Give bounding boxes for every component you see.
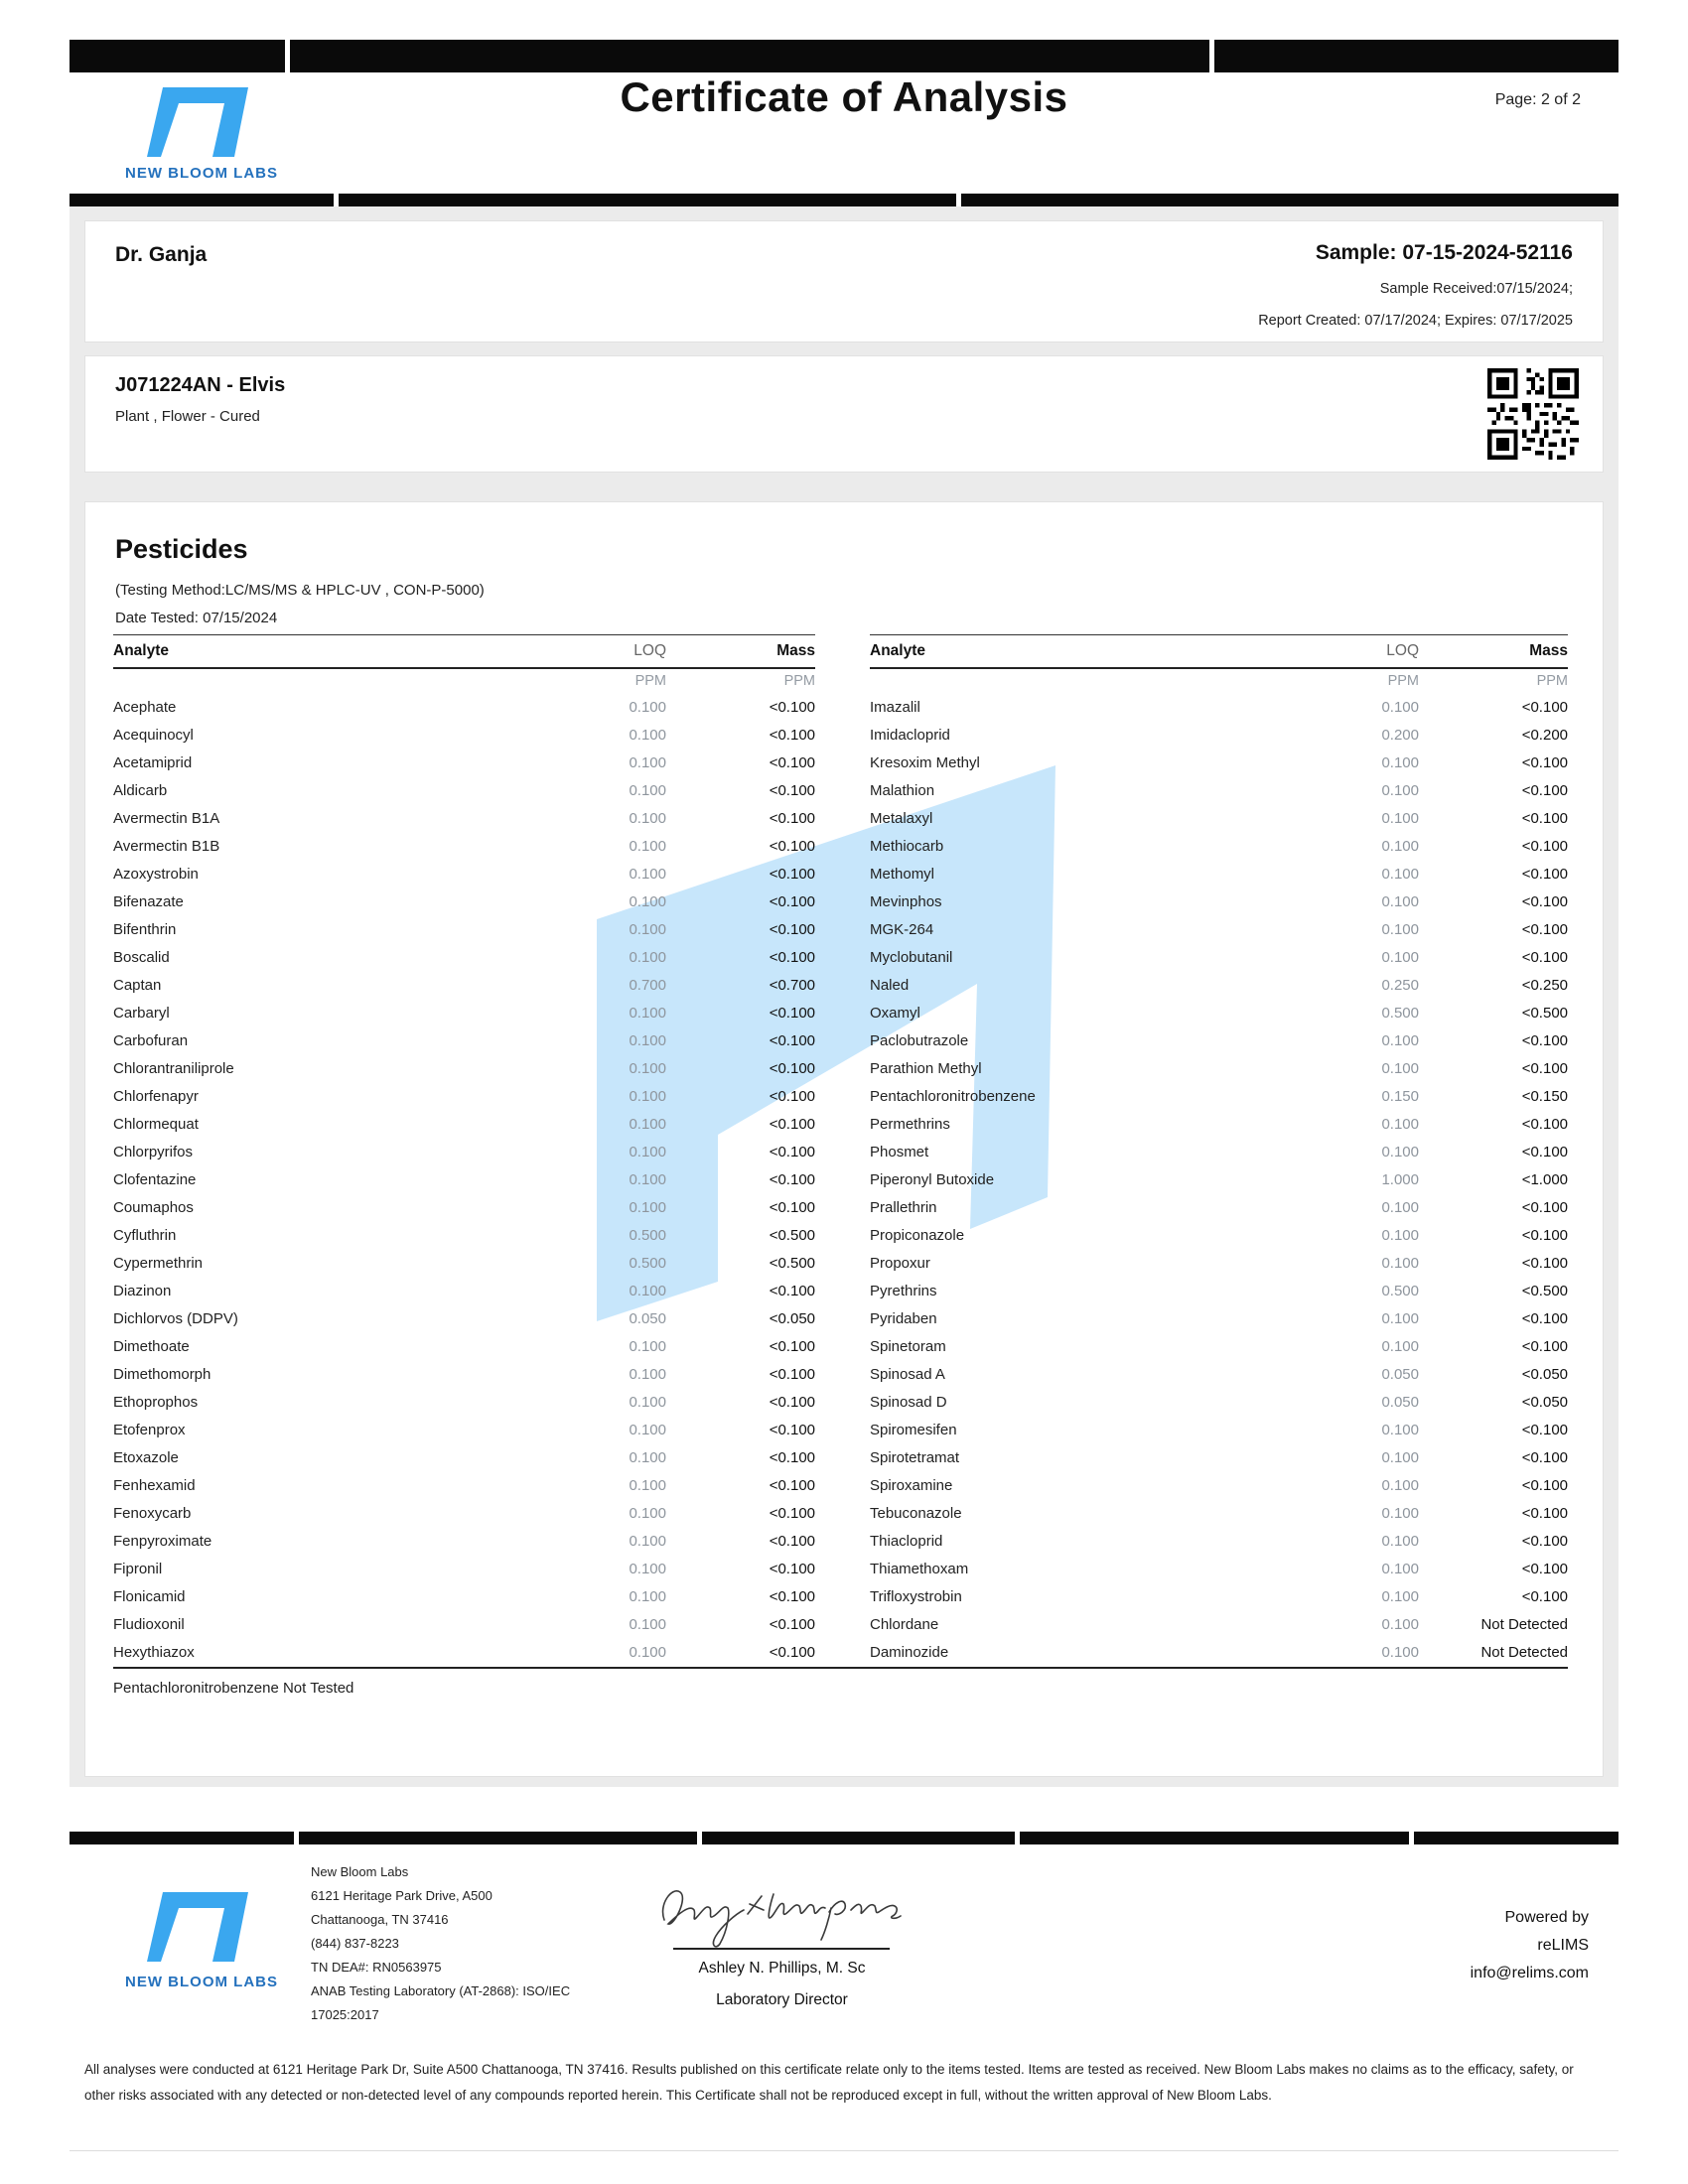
table-row: Chlorfenapyr 0.100 <0.100: [113, 1087, 815, 1105]
table-row: Myclobutanil 0.100 <0.100: [870, 948, 1568, 966]
section-title: Pesticides: [115, 534, 248, 564]
col-analyte: Analyte: [870, 642, 925, 659]
table-row: Clofentazine 0.100 <0.100: [113, 1170, 815, 1188]
table-row: Parathion Methyl 0.100 <0.100: [870, 1059, 1568, 1077]
table-row: Kresoxim Methyl 0.100 <0.100: [870, 753, 1568, 771]
col-loq: LOQ: [633, 642, 666, 659]
pesticides-table-right: [870, 634, 1568, 1666]
table-row: Pyrethrins 0.500 <0.500: [870, 1282, 1568, 1299]
table-row: Chlordane 0.100 Not Detected: [870, 1615, 1568, 1633]
table-row: Spinosad D 0.050 <0.050: [870, 1393, 1568, 1411]
signatory-title: Laboratory Director: [716, 1991, 848, 2008]
date-tested: Date Tested: 07/15/2024: [115, 610, 278, 626]
batch-id: J071224AN - Elvis: [115, 374, 286, 396]
table-row: Chlorpyrifos 0.100 <0.100: [113, 1143, 815, 1160]
table-row: Dichlorvos (DDPV) 0.050 <0.050: [113, 1309, 815, 1327]
footer-brand-wordmark: NEW BLOOM LABS: [125, 1974, 278, 1990]
sample-info-panel: [84, 220, 1604, 342]
unit-row: [113, 669, 815, 693]
footer-logo-icon: [135, 1892, 248, 1962]
bottom-rule: [70, 2150, 1618, 2151]
unit-row: [870, 669, 1568, 693]
lab-phone: (844) 837-8223: [311, 1936, 399, 1951]
page-number: Page: 2 of 2: [1494, 91, 1581, 108]
table-row: Cypermethrin 0.500 <0.500: [113, 1254, 815, 1272]
table-row: Mevinphos 0.100 <0.100: [870, 892, 1568, 910]
table-row: Etofenprox 0.100 <0.100: [113, 1421, 815, 1438]
table-row: Tebuconazole 0.100 <0.100: [870, 1504, 1568, 1522]
sample-id: Sample: 07-15-2024-52116: [1315, 241, 1573, 264]
table-row: Imidacloprid 0.200 <0.200: [870, 726, 1568, 744]
powered-by-block: [1331, 1904, 1589, 1987]
table-row: Trifloxystrobin 0.100 <0.100: [870, 1587, 1568, 1605]
batch-info-panel: [84, 355, 1604, 473]
table-row: Chlorantraniliprole 0.100 <0.100: [113, 1059, 815, 1077]
table-row: Diazinon 0.100 <0.100: [113, 1282, 815, 1299]
table-row: Acequinocyl 0.100 <0.100: [113, 726, 815, 744]
sample-received: Sample Received:07/15/2024;: [1379, 281, 1573, 297]
signatory-name: Ashley N. Phillips, M. Sc: [698, 1960, 866, 1977]
table-row: Spirotetramat 0.100 <0.100: [870, 1448, 1568, 1466]
table-row: Ethoprophos 0.100 <0.100: [113, 1393, 815, 1411]
table-row: Methomyl 0.100 <0.100: [870, 865, 1568, 883]
table-row: Malathion 0.100 <0.100: [870, 781, 1568, 799]
page-title: Certificate of Analysis: [620, 73, 1068, 120]
table-row: Captan 0.700 <0.700: [113, 976, 815, 994]
table-row: Fenpyroximate 0.100 <0.100: [113, 1532, 815, 1550]
table-row: Acephate 0.100 <0.100: [113, 698, 815, 716]
top-divider-bar: [70, 40, 1618, 72]
table-row: Carbofuran 0.100 <0.100: [113, 1031, 815, 1049]
table-row: Bifenthrin 0.100 <0.100: [113, 920, 815, 938]
table-row: Dimethoate 0.100 <0.100: [113, 1337, 815, 1355]
table-row: MGK-264 0.100 <0.100: [870, 920, 1568, 938]
table-row: Pentachloronitrobenzene 0.150 <0.150: [870, 1087, 1568, 1105]
relims-email[interactable]: info@relims.com: [1470, 1965, 1589, 1981]
table-row: Carbaryl 0.100 <0.100: [113, 1004, 815, 1022]
table-row: Chlormequat 0.100 <0.100: [113, 1115, 815, 1133]
pesticides-panel: [84, 501, 1604, 1777]
col-analyte: Analyte: [113, 642, 169, 659]
pesticides-table-left: [113, 634, 815, 1666]
lab-accreditation: ANAB Testing Laboratory (AT-2868): ISO/IEC: [311, 1983, 571, 1998]
table-row: Spinosad A 0.050 <0.050: [870, 1365, 1568, 1383]
table-row: Fenoxycarb 0.100 <0.100: [113, 1504, 815, 1522]
table-row: Etoxazole 0.100 <0.100: [113, 1448, 815, 1466]
table-row: Bifenazate 0.100 <0.100: [113, 892, 815, 910]
table-row: Spiromesifen 0.100 <0.100: [870, 1421, 1568, 1438]
lab-address-line: Chattanooga, TN 37416: [311, 1912, 449, 1927]
table-body-left: [113, 693, 815, 1666]
table-row: Spinetoram 0.100 <0.100: [870, 1337, 1568, 1355]
table-row: Cyfluthrin 0.500 <0.500: [113, 1226, 815, 1244]
table-row: Spiroxamine 0.100 <0.100: [870, 1476, 1568, 1494]
lab-address-line: 6121 Heritage Park Drive, A500: [311, 1888, 492, 1903]
not-tested-note: Pentachloronitrobenzene Not Tested: [113, 1680, 354, 1697]
table-row: Fipronil 0.100 <0.100: [113, 1560, 815, 1577]
col-mass: Mass: [1529, 642, 1568, 659]
col-loq: LOQ: [1386, 642, 1419, 659]
report-created: Report Created: 07/17/2024; Expires: 07/17/2025: [1258, 313, 1573, 329]
table-row: Aldicarb 0.100 <0.100: [113, 781, 815, 799]
lab-name: New Bloom Labs: [311, 1864, 409, 1879]
lab-dea: TN DEA#: RN0563975: [311, 1960, 442, 1975]
table-row: Piperonyl Butoxide 1.000 <1.000: [870, 1170, 1568, 1188]
table-row: Imazalil 0.100 <0.100: [870, 698, 1568, 716]
table-row: Hexythiazox 0.100 <0.100: [113, 1643, 815, 1661]
table-row: Permethrins 0.100 <0.100: [870, 1115, 1568, 1133]
disclaimer-text: All analyses were conducted at 6121 Heritage Park Dr, Suite A500 Chattanooga, TN 37416. Results published on this certificate relate only to the items tested. Items are tested as received. New Bloom Labs makes no claims as to the efficacy, safety, or other risks associated with any detected or non-detected level of any compounds reported herein. This Certificate shall not be reproduced except in full, without the written approval of New Bloom Labs.: [84, 2062, 1574, 2103]
unit-ppm: PPM: [1387, 673, 1419, 689]
table-row: Avermectin B1B 0.100 <0.100: [113, 837, 815, 855]
table-row: Propoxur 0.100 <0.100: [870, 1254, 1568, 1272]
table-row: Thiacloprid 0.100 <0.100: [870, 1532, 1568, 1550]
testing-method: (Testing Method:LC/MS/MS & HPLC-UV , CON-P-5000): [115, 582, 485, 599]
table-row: Fenhexamid 0.100 <0.100: [113, 1476, 815, 1494]
table-bottom-rule: [113, 1667, 1568, 1669]
brand-wordmark: NEW BLOOM LABS: [125, 165, 278, 182]
table-row: Phosmet 0.100 <0.100: [870, 1143, 1568, 1160]
powered-by-label: Powered by: [1504, 1909, 1589, 1926]
unit-ppm: PPM: [1536, 673, 1568, 689]
table-row: Methiocarb 0.100 <0.100: [870, 837, 1568, 855]
signature-line: [673, 1948, 890, 1950]
table-row: Propiconazole 0.100 <0.100: [870, 1226, 1568, 1244]
table-row: Boscalid 0.100 <0.100: [113, 948, 815, 966]
table-row: Prallethrin 0.100 <0.100: [870, 1198, 1568, 1216]
table-row: Coumaphos 0.100 <0.100: [113, 1198, 815, 1216]
signature-icon: [650, 1874, 914, 1952]
table-row: Fludioxonil 0.100 <0.100: [113, 1615, 815, 1633]
table-row: Oxamyl 0.500 <0.500: [870, 1004, 1568, 1022]
table-header: [870, 634, 1568, 669]
unit-ppm: PPM: [783, 673, 815, 689]
table-header: [113, 634, 815, 669]
table-row: Naled 0.250 <0.250: [870, 976, 1568, 994]
unit-ppm: PPM: [634, 673, 666, 689]
table-body-right: [870, 693, 1568, 1666]
header-divider-bar: [70, 194, 1618, 206]
table-row: Paclobutrazole 0.100 <0.100: [870, 1031, 1568, 1049]
lab-accreditation-2: 17025:2017: [311, 2007, 379, 2022]
batch-type: Plant , Flower - Cured: [115, 408, 260, 425]
relims-label: reLIMS: [1537, 1937, 1589, 1954]
lab-address-block: [311, 1860, 570, 2027]
table-row: Pyridaben 0.100 <0.100: [870, 1309, 1568, 1327]
qr-code: [1487, 368, 1579, 460]
col-mass: Mass: [776, 642, 815, 659]
table-row: Avermectin B1A 0.100 <0.100: [113, 809, 815, 827]
table-row: Thiamethoxam 0.100 <0.100: [870, 1560, 1568, 1577]
table-row: Flonicamid 0.100 <0.100: [113, 1587, 815, 1605]
table-row: Metalaxyl 0.100 <0.100: [870, 809, 1568, 827]
footer-divider-bar: [70, 1832, 1618, 1844]
client-name: Dr. Ganja: [115, 243, 208, 266]
table-row: Azoxystrobin 0.100 <0.100: [113, 865, 815, 883]
table-row: Daminozide 0.100 Not Detected: [870, 1643, 1568, 1661]
table-row: Acetamiprid 0.100 <0.100: [113, 753, 815, 771]
table-row: Dimethomorph 0.100 <0.100: [113, 1365, 815, 1383]
